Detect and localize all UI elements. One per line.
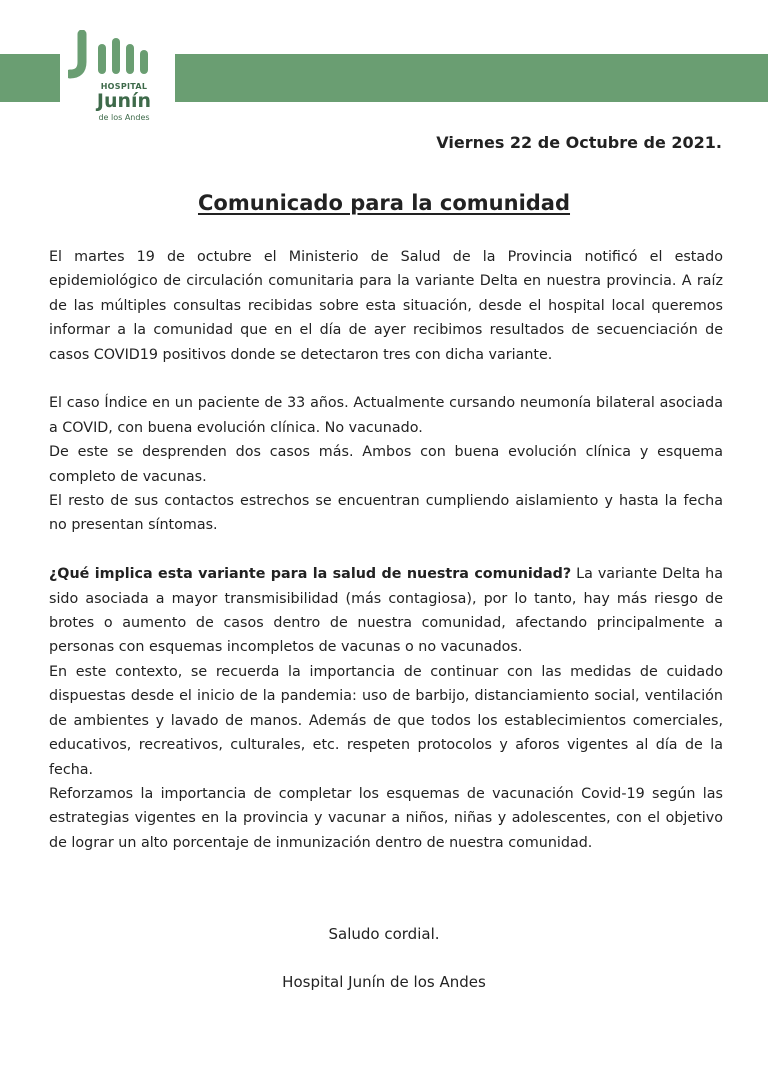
paragraph-index-case: El caso Índice en un paciente de 33 años. Actualmente cursando neumonía bilateral asociada a COVID, con buena evolución clínica. No vacunado. — [49, 395, 723, 436]
paragraph-vaccination: Reforzamos la importancia de completar los esquemas de vacunación Covid-19 según las estrategias vigentes en la provincia y vacunar a niños, niñas y adolescentes, con el objetivo de lograr un alto porcentaje de inmunización dentro de nuestra comunidad. — [49, 785, 723, 851]
document-body — [49, 245, 723, 855]
logo-name-text: Junín — [96, 90, 152, 112]
question-heading: ¿Qué implica esta variante para la salud de nuestra comunidad? — [49, 566, 572, 583]
logo-location-text: de los Andes — [98, 113, 150, 122]
document-date: Viernes 22 de Octubre de 2021. — [436, 133, 722, 152]
closing-greeting: Saludo cordial. — [328, 925, 440, 943]
paragraph-measures: En este contexto, se recuerda la importancia de continuar con las medidas de cuidado dispuestas desde el inicio de la pandemia: uso de barbijo, distanciamiento social, ventilación de ambientes y lavado de manos. Además de que todos los establecimientos comerciales, educativos, recreativos, culturales, etc. respeten protocolos y aforos vigentes al día de la fecha. — [49, 663, 723, 778]
paragraph-contacts: El resto de sus contactos estrechos se encuentran cumpliendo aislamiento y hasta la fecha no presentan síntomas. — [49, 493, 723, 534]
logo-mark-icon — [68, 30, 168, 82]
logo-hospital-text: HOSPITAL — [100, 82, 148, 91]
closing-signature: Hospital Junín de los Andes — [282, 973, 486, 991]
document-title: Comunicado para la comunidad — [197, 191, 571, 215]
question-text: La variante Delta ha sido asociada a mayor transmisibilidad (más contagiosa), por lo tanto, hay más riesgo de brotes o aumento de casos dentro de nuestra comunidad, afectando principalmente a personas con esquemas incompletos de vacunas o no vacunados. — [49, 566, 723, 656]
paragraph-question — [49, 562, 723, 660]
paragraph-secondary-cases: De este se desprenden dos casos más. Ambos con buena evolución clínica y esquema completo de vacunas. — [49, 444, 723, 485]
header-band-left — [0, 54, 60, 102]
hospital-logo — [64, 30, 172, 126]
paragraph-intro: El martes 19 de octubre el Ministerio de Salud de la Provincia notificó el estado epidemiológico de circulación comunitaria para la variante Delta en nuestra provincia. A raíz de las múltiples consultas recibidas sobre esta situación, desde el hospital local queremos informar a la comunidad que en el día de ayer recibimos resultados de secuenciación de casos COVID19 positivos donde se detectaron tres con dicha variante. — [49, 249, 723, 363]
header-band-right — [175, 54, 768, 102]
